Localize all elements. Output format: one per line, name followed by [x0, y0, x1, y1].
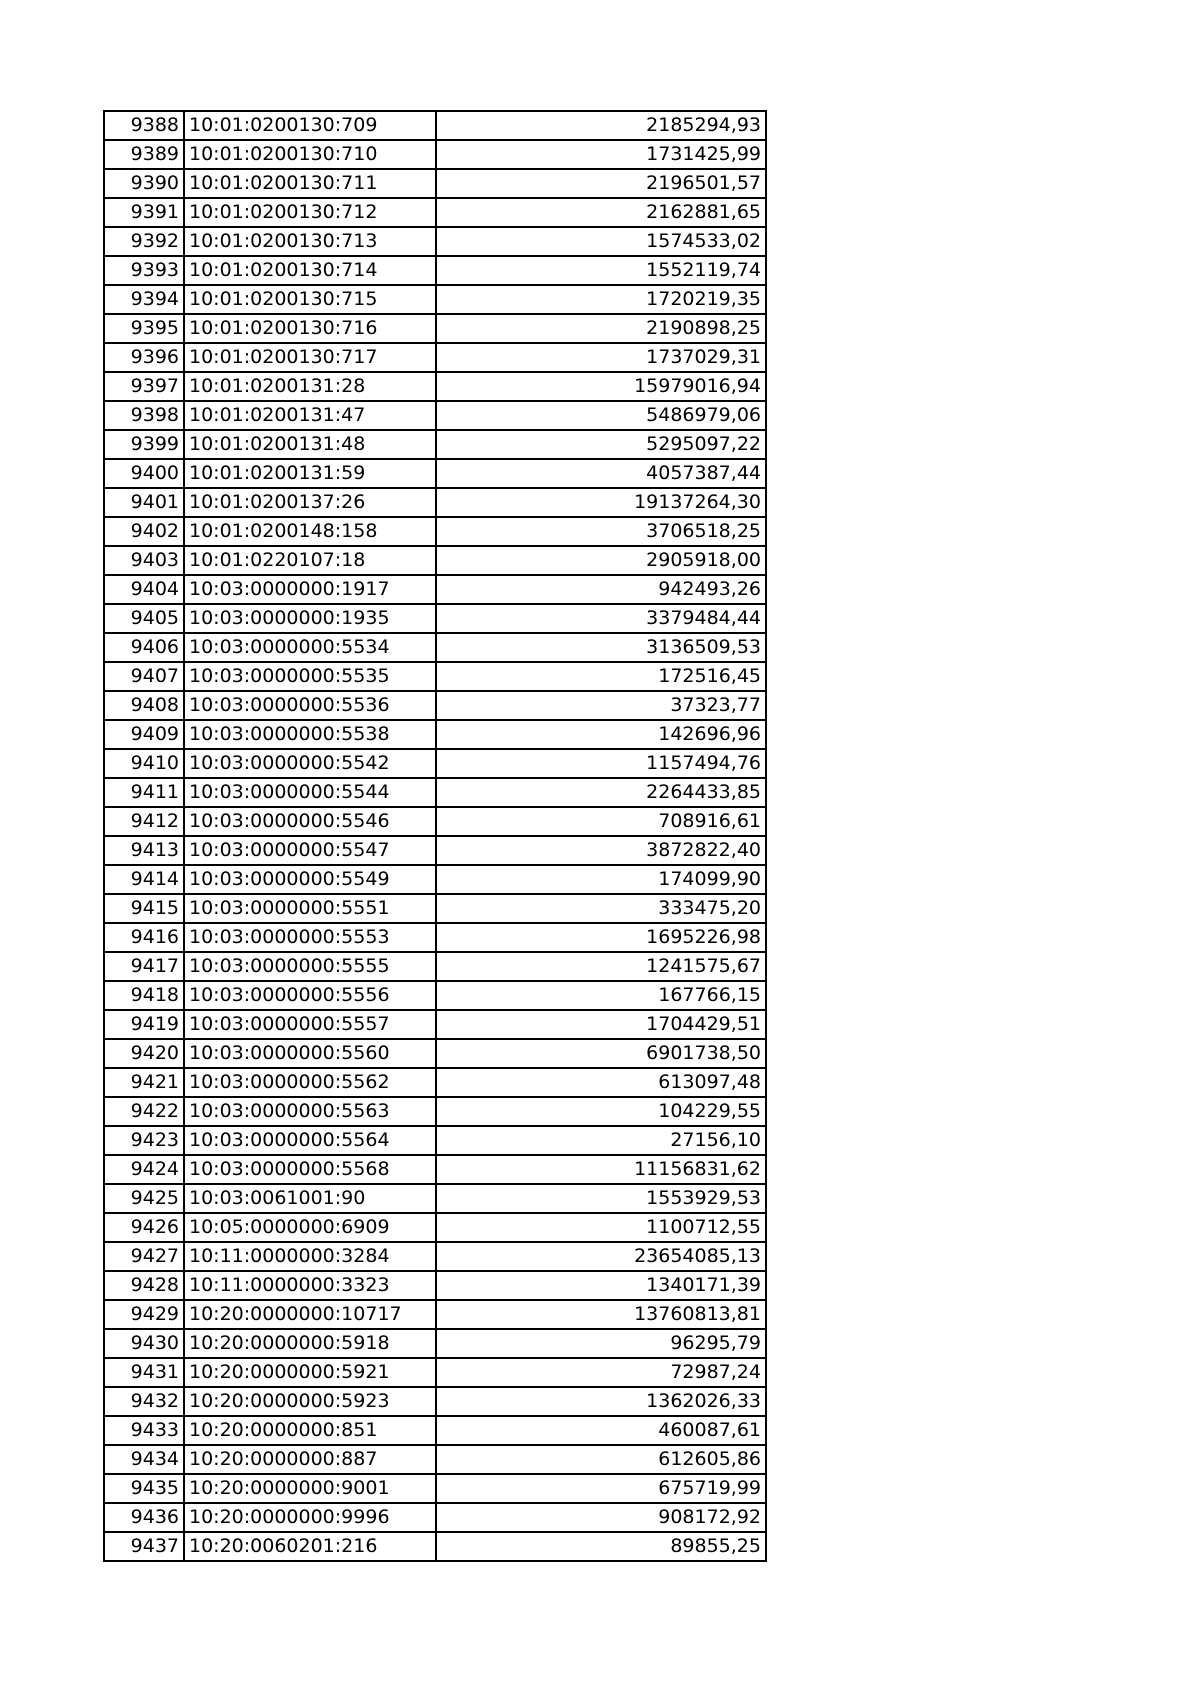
cadastral-number-cell: 10:11:0000000:3284	[184, 1242, 436, 1271]
value-cell: 104229,55	[436, 1097, 766, 1126]
cadastral-number-cell: 10:01:0200130:709	[184, 111, 436, 140]
row-number-cell: 9398	[104, 401, 184, 430]
value-cell: 1704429,51	[436, 1010, 766, 1039]
value-cell: 1574533,02	[436, 227, 766, 256]
table-row	[104, 604, 766, 633]
row-number-cell: 9389	[104, 140, 184, 169]
row-number-cell: 9418	[104, 981, 184, 1010]
row-number-cell: 9414	[104, 865, 184, 894]
table-row	[104, 981, 766, 1010]
table-row	[104, 1126, 766, 1155]
data-table	[103, 110, 767, 1562]
cadastral-number-cell: 10:20:0000000:9001	[184, 1474, 436, 1503]
table-row	[104, 1358, 766, 1387]
value-cell: 5295097,22	[436, 430, 766, 459]
row-number-cell: 9424	[104, 1155, 184, 1184]
cadastral-number-cell: 10:01:0200130:715	[184, 285, 436, 314]
table-row	[104, 1329, 766, 1358]
cadastral-number-cell: 10:20:0000000:10717	[184, 1300, 436, 1329]
cadastral-number-cell: 10:03:0000000:5538	[184, 720, 436, 749]
row-number-cell: 9404	[104, 575, 184, 604]
table-row	[104, 372, 766, 401]
cadastral-number-cell: 10:03:0000000:5553	[184, 923, 436, 952]
cadastral-number-cell: 10:01:0200131:48	[184, 430, 436, 459]
cadastral-number-cell: 10:03:0000000:5568	[184, 1155, 436, 1184]
table-row	[104, 1039, 766, 1068]
row-number-cell: 9388	[104, 111, 184, 140]
table-row	[104, 865, 766, 894]
cadastral-number-cell: 10:01:0200130:713	[184, 227, 436, 256]
value-cell: 6901738,50	[436, 1039, 766, 1068]
row-number-cell: 9405	[104, 604, 184, 633]
value-cell: 2190898,25	[436, 314, 766, 343]
value-cell: 11156831,62	[436, 1155, 766, 1184]
row-number-cell: 9436	[104, 1503, 184, 1532]
table-row	[104, 227, 766, 256]
table-row	[104, 1271, 766, 1300]
cadastral-number-cell: 10:03:0000000:5557	[184, 1010, 436, 1039]
row-number-cell: 9401	[104, 488, 184, 517]
table-row	[104, 546, 766, 575]
table-row	[104, 1097, 766, 1126]
table-row	[104, 343, 766, 372]
table-row	[104, 894, 766, 923]
row-number-cell: 9423	[104, 1126, 184, 1155]
row-number-cell: 9420	[104, 1039, 184, 1068]
row-number-cell: 9412	[104, 807, 184, 836]
row-number-cell: 9399	[104, 430, 184, 459]
row-number-cell: 9413	[104, 836, 184, 865]
row-number-cell: 9406	[104, 633, 184, 662]
value-cell: 89855,25	[436, 1532, 766, 1561]
row-number-cell: 9421	[104, 1068, 184, 1097]
value-cell: 19137264,30	[436, 488, 766, 517]
table-row	[104, 430, 766, 459]
table-row	[104, 111, 766, 140]
table-row	[104, 749, 766, 778]
cadastral-number-cell: 10:01:0200131:28	[184, 372, 436, 401]
table-row	[104, 662, 766, 691]
row-number-cell: 9390	[104, 169, 184, 198]
value-cell: 3706518,25	[436, 517, 766, 546]
value-cell: 2162881,65	[436, 198, 766, 227]
cadastral-number-cell: 10:03:0000000:5551	[184, 894, 436, 923]
cadastral-number-cell: 10:03:0000000:5560	[184, 1039, 436, 1068]
table-row	[104, 169, 766, 198]
table-row	[104, 1300, 766, 1329]
value-cell: 333475,20	[436, 894, 766, 923]
value-cell: 172516,45	[436, 662, 766, 691]
row-number-cell: 9433	[104, 1416, 184, 1445]
row-number-cell: 9417	[104, 952, 184, 981]
value-cell: 1695226,98	[436, 923, 766, 952]
value-cell: 1553929,53	[436, 1184, 766, 1213]
row-number-cell: 9427	[104, 1242, 184, 1271]
row-number-cell: 9432	[104, 1387, 184, 1416]
cadastral-number-cell: 10:03:0000000:5556	[184, 981, 436, 1010]
row-number-cell: 9395	[104, 314, 184, 343]
cadastral-number-cell: 10:11:0000000:3323	[184, 1271, 436, 1300]
table-row	[104, 401, 766, 430]
table-row	[104, 633, 766, 662]
cadastral-number-cell: 10:03:0000000:1935	[184, 604, 436, 633]
row-number-cell: 9435	[104, 1474, 184, 1503]
cadastral-number-cell: 10:01:0200131:59	[184, 459, 436, 488]
table-row	[104, 1155, 766, 1184]
table-row	[104, 285, 766, 314]
cadastral-number-cell: 10:03:0000000:5535	[184, 662, 436, 691]
cadastral-number-cell: 10:01:0200130:717	[184, 343, 436, 372]
value-cell: 1731425,99	[436, 140, 766, 169]
row-number-cell: 9426	[104, 1213, 184, 1242]
cadastral-number-cell: 10:01:0200130:716	[184, 314, 436, 343]
row-number-cell: 9411	[104, 778, 184, 807]
cadastral-number-cell: 10:20:0000000:887	[184, 1445, 436, 1474]
table-row	[104, 1010, 766, 1039]
table-row	[104, 1068, 766, 1097]
cadastral-number-cell: 10:01:0200137:26	[184, 488, 436, 517]
row-number-cell: 9437	[104, 1532, 184, 1561]
table-row	[104, 140, 766, 169]
value-cell: 2264433,85	[436, 778, 766, 807]
row-number-cell: 9410	[104, 749, 184, 778]
row-number-cell: 9396	[104, 343, 184, 372]
value-cell: 708916,61	[436, 807, 766, 836]
value-cell: 3136509,53	[436, 633, 766, 662]
cadastral-number-cell: 10:03:0000000:5542	[184, 749, 436, 778]
value-cell: 1362026,33	[436, 1387, 766, 1416]
value-cell: 23654085,13	[436, 1242, 766, 1271]
table-body	[104, 111, 766, 1561]
value-cell: 27156,10	[436, 1126, 766, 1155]
value-cell: 1552119,74	[436, 256, 766, 285]
table-row	[104, 807, 766, 836]
value-cell: 675719,99	[436, 1474, 766, 1503]
table-row	[104, 952, 766, 981]
cadastral-number-cell: 10:03:0000000:5563	[184, 1097, 436, 1126]
row-number-cell: 9425	[104, 1184, 184, 1213]
table-row	[104, 1532, 766, 1561]
value-cell: 460087,61	[436, 1416, 766, 1445]
value-cell: 3379484,44	[436, 604, 766, 633]
table-row	[104, 836, 766, 865]
table-row	[104, 198, 766, 227]
value-cell: 2905918,00	[436, 546, 766, 575]
row-number-cell: 9394	[104, 285, 184, 314]
value-cell: 2185294,93	[436, 111, 766, 140]
row-number-cell: 9429	[104, 1300, 184, 1329]
value-cell: 1241575,67	[436, 952, 766, 981]
value-cell: 612605,86	[436, 1445, 766, 1474]
row-number-cell: 9403	[104, 546, 184, 575]
value-cell: 96295,79	[436, 1329, 766, 1358]
table-row	[104, 691, 766, 720]
cadastral-number-cell: 10:03:0061001:90	[184, 1184, 436, 1213]
table-row	[104, 459, 766, 488]
table-row	[104, 1474, 766, 1503]
row-number-cell: 9422	[104, 1097, 184, 1126]
value-cell: 13760813,81	[436, 1300, 766, 1329]
row-number-cell: 9407	[104, 662, 184, 691]
table-row	[104, 1387, 766, 1416]
cadastral-number-cell: 10:20:0060201:216	[184, 1532, 436, 1561]
row-number-cell: 9434	[104, 1445, 184, 1474]
row-number-cell: 9409	[104, 720, 184, 749]
row-number-cell: 9430	[104, 1329, 184, 1358]
value-cell: 5486979,06	[436, 401, 766, 430]
row-number-cell: 9391	[104, 198, 184, 227]
cadastral-number-cell: 10:03:0000000:5547	[184, 836, 436, 865]
table-row	[104, 517, 766, 546]
cadastral-number-cell: 10:01:0200130:712	[184, 198, 436, 227]
cadastral-number-cell: 10:03:0000000:5534	[184, 633, 436, 662]
value-cell: 1100712,55	[436, 1213, 766, 1242]
table-row	[104, 778, 766, 807]
table-row	[104, 488, 766, 517]
value-cell: 2196501,57	[436, 169, 766, 198]
cadastral-number-cell: 10:20:0000000:851	[184, 1416, 436, 1445]
row-number-cell: 9400	[104, 459, 184, 488]
row-number-cell: 9415	[104, 894, 184, 923]
table-row	[104, 1242, 766, 1271]
cadastral-number-cell: 10:20:0000000:9996	[184, 1503, 436, 1532]
row-number-cell: 9419	[104, 1010, 184, 1039]
row-number-cell: 9393	[104, 256, 184, 285]
value-cell: 72987,24	[436, 1358, 766, 1387]
table-row	[104, 1184, 766, 1213]
value-cell: 908172,92	[436, 1503, 766, 1532]
value-cell: 167766,15	[436, 981, 766, 1010]
row-number-cell: 9416	[104, 923, 184, 952]
row-number-cell: 9392	[104, 227, 184, 256]
cadastral-number-cell: 10:20:0000000:5923	[184, 1387, 436, 1416]
cadastral-number-cell: 10:03:0000000:5549	[184, 865, 436, 894]
cadastral-number-cell: 10:03:0000000:5536	[184, 691, 436, 720]
table-row	[104, 256, 766, 285]
value-cell: 142696,96	[436, 720, 766, 749]
value-cell: 37323,77	[436, 691, 766, 720]
value-cell: 174099,90	[436, 865, 766, 894]
table-row	[104, 575, 766, 604]
cadastral-number-cell: 10:20:0000000:5918	[184, 1329, 436, 1358]
value-cell: 942493,26	[436, 575, 766, 604]
row-number-cell: 9402	[104, 517, 184, 546]
table-row	[104, 1445, 766, 1474]
value-cell: 3872822,40	[436, 836, 766, 865]
cadastral-number-cell: 10:03:0000000:5546	[184, 807, 436, 836]
cadastral-number-cell: 10:20:0000000:5921	[184, 1358, 436, 1387]
value-cell: 1720219,35	[436, 285, 766, 314]
cadastral-number-cell: 10:01:0200148:158	[184, 517, 436, 546]
table-row	[104, 314, 766, 343]
value-cell: 613097,48	[436, 1068, 766, 1097]
cadastral-number-cell: 10:01:0200130:711	[184, 169, 436, 198]
cadastral-number-cell: 10:05:0000000:6909	[184, 1213, 436, 1242]
row-number-cell: 9397	[104, 372, 184, 401]
value-cell: 1340171,39	[436, 1271, 766, 1300]
cadastral-number-cell: 10:03:0000000:1917	[184, 575, 436, 604]
cadastral-number-cell: 10:03:0000000:5544	[184, 778, 436, 807]
value-cell: 15979016,94	[436, 372, 766, 401]
row-number-cell: 9408	[104, 691, 184, 720]
cadastral-number-cell: 10:03:0000000:5562	[184, 1068, 436, 1097]
table-row	[104, 720, 766, 749]
cadastral-number-cell: 10:01:0220107:18	[184, 546, 436, 575]
value-cell: 1737029,31	[436, 343, 766, 372]
row-number-cell: 9431	[104, 1358, 184, 1387]
row-number-cell: 9428	[104, 1271, 184, 1300]
cadastral-number-cell: 10:03:0000000:5555	[184, 952, 436, 981]
table-row	[104, 923, 766, 952]
value-cell: 1157494,76	[436, 749, 766, 778]
table-row	[104, 1213, 766, 1242]
value-cell: 4057387,44	[436, 459, 766, 488]
cadastral-number-cell: 10:01:0200130:710	[184, 140, 436, 169]
table-row	[104, 1416, 766, 1445]
cadastral-number-cell: 10:03:0000000:5564	[184, 1126, 436, 1155]
table-row	[104, 1503, 766, 1532]
cadastral-number-cell: 10:01:0200130:714	[184, 256, 436, 285]
cadastral-number-cell: 10:01:0200131:47	[184, 401, 436, 430]
